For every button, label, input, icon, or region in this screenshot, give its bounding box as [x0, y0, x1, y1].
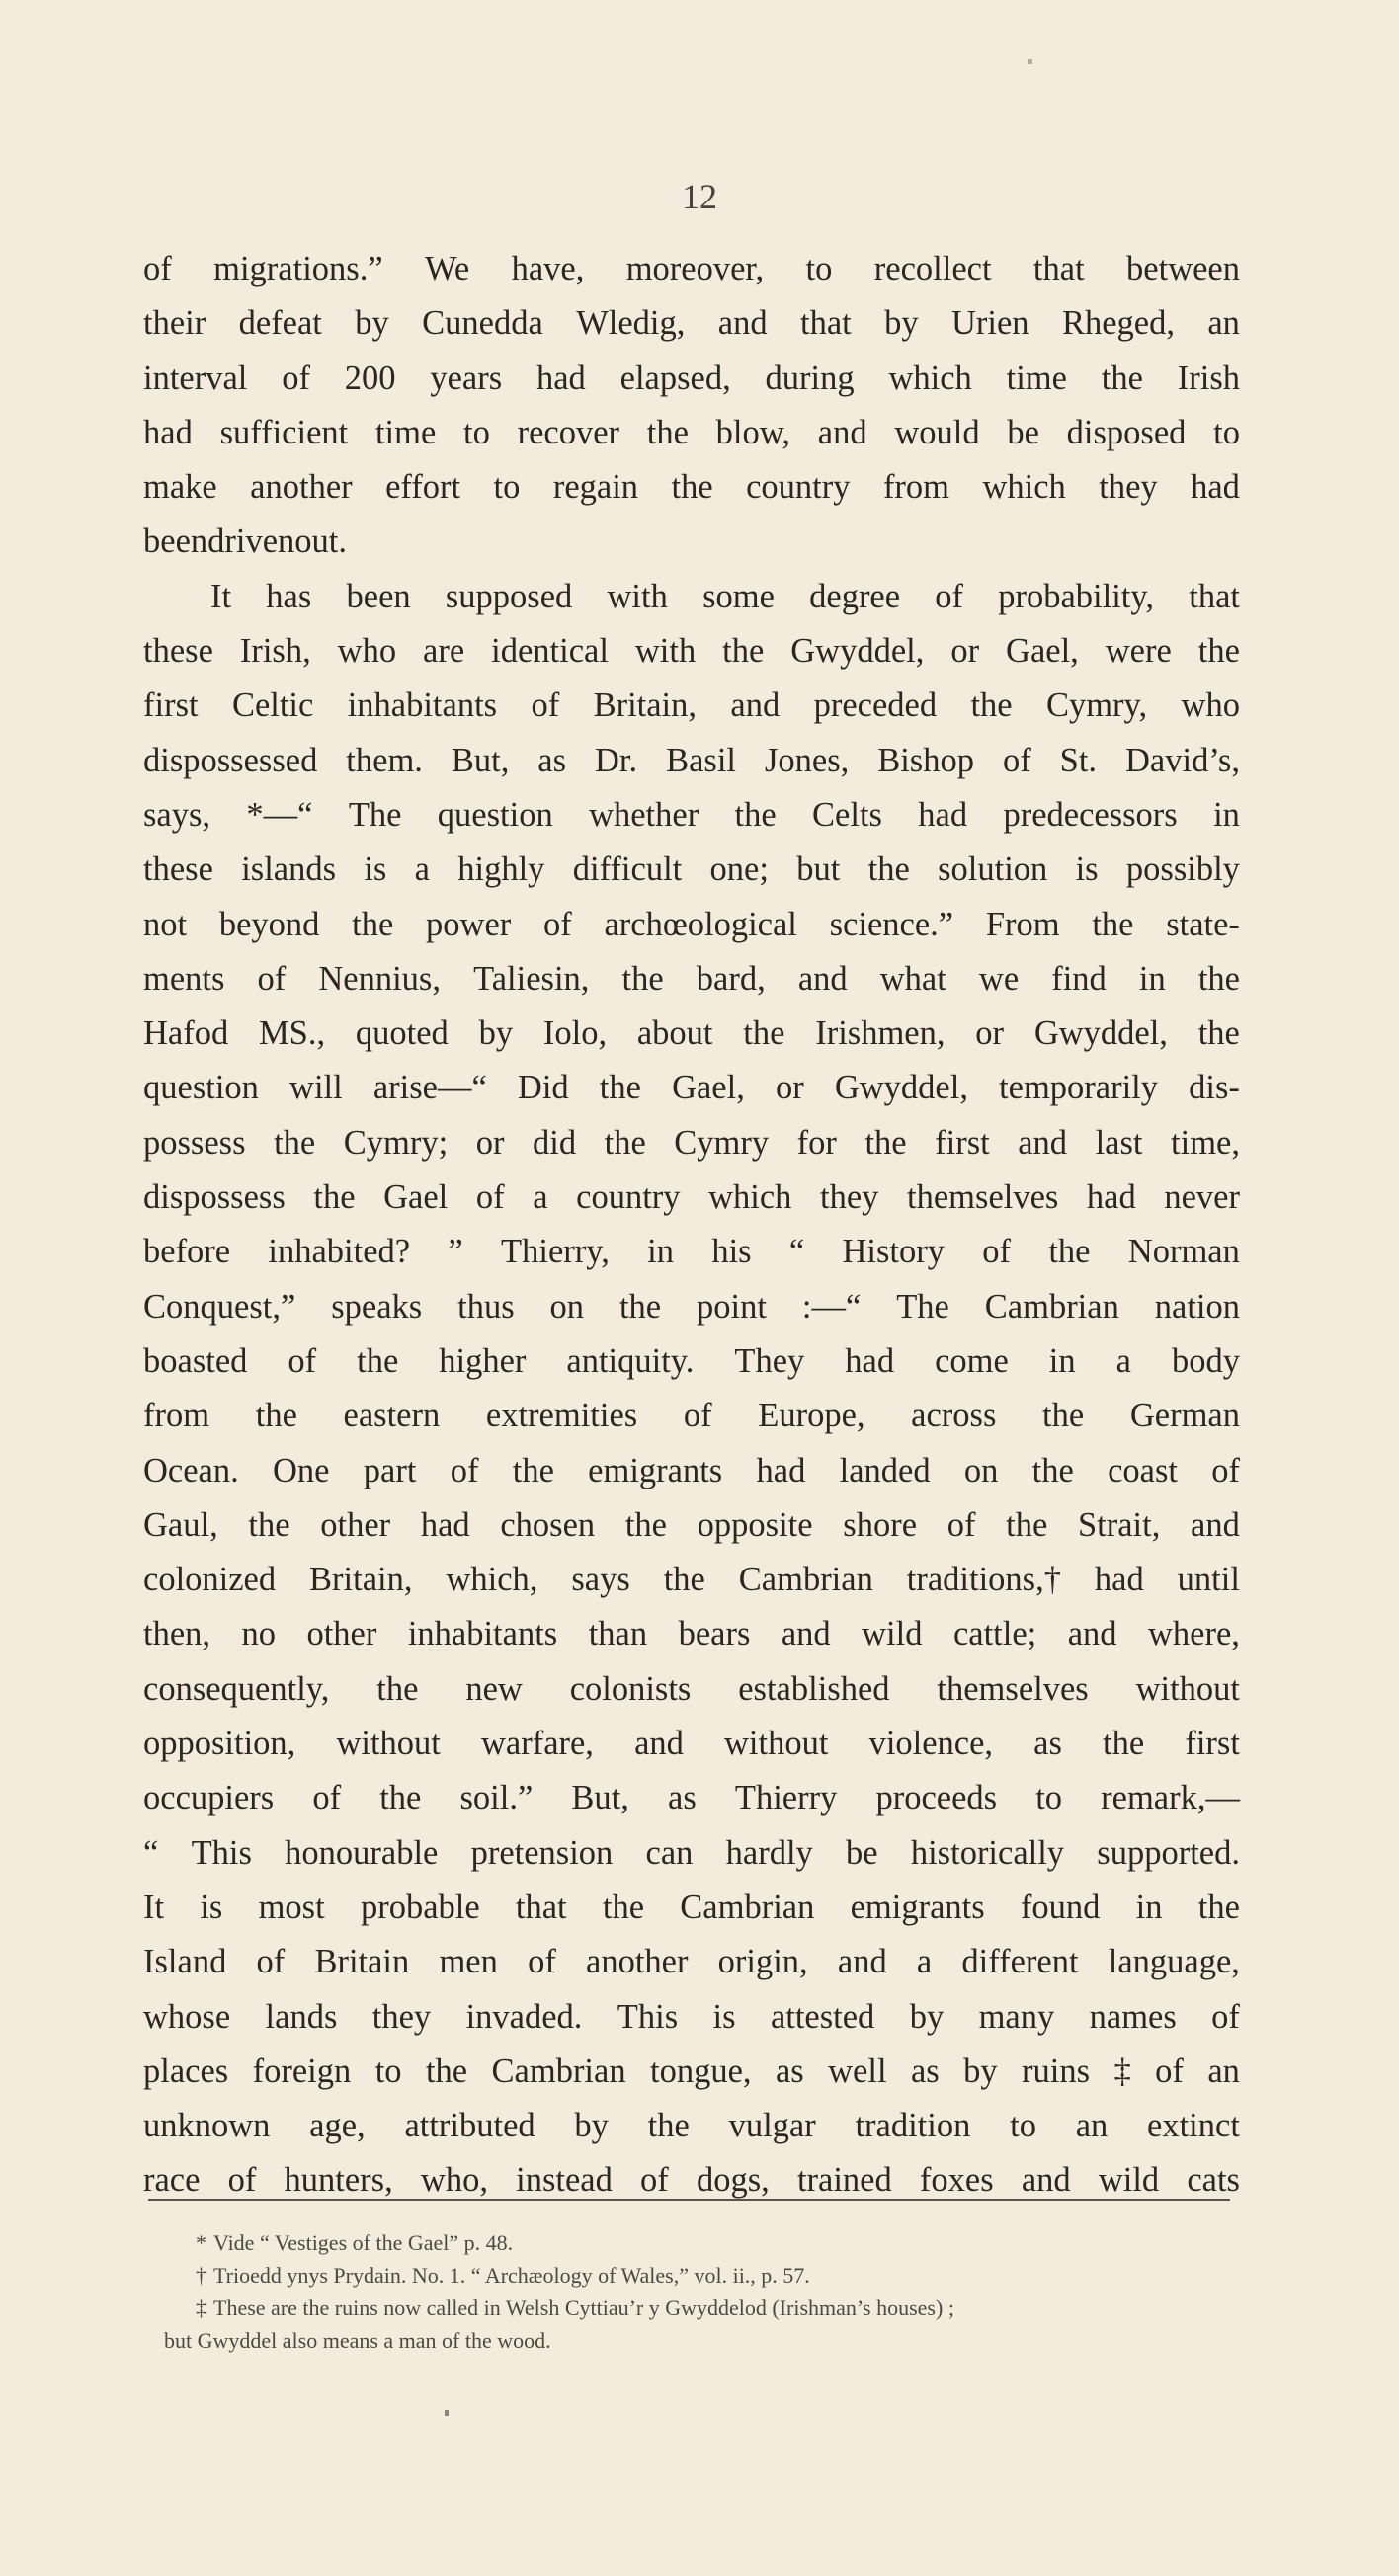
margin-speck — [1028, 59, 1032, 64]
text-line: dispossess the Gael of a country which they themselves had never — [143, 1178, 1240, 1217]
text-line: then, no other inhabitants than bears and wild cattle; and where, — [143, 1615, 1240, 1653]
footnote — [146, 2226, 1233, 2259]
footnote — [146, 2324, 1233, 2357]
text-line: before inhabited? ” Thierry, in his “ History of the Norman — [143, 1233, 1240, 1271]
text-line: It is most probable that the Cambrian emigrants found in the — [143, 1888, 1240, 1926]
footnote-text: These are the ruins now called in Welsh Cyttiau’r y Gwyddelod (Irishman’s houses) ; — [213, 2295, 954, 2320]
text-line: Ocean. One part of the emigrants had landed on the coast of — [143, 1451, 1240, 1489]
text-line: opposition, without warfare, and without violence, as the first — [143, 1725, 1240, 1763]
footnote — [146, 2292, 1233, 2324]
text-line: unknown age, attributed by the vulgar tradition to an extinct — [143, 2107, 1240, 2145]
text-line: occupiers of the soil.” But, as Thierry proceeds to remark,— — [143, 1779, 1240, 1817]
footnote-divider — [148, 2199, 1230, 2201]
footnote-mark: ‡ — [196, 2295, 206, 2320]
text-line: “ This honourable pretension can hardly be historically supported. — [143, 1833, 1240, 1872]
footnote — [146, 2259, 1233, 2292]
text-line: race of hunters, who, instead of dogs, trained foxes and wild cats — [143, 2161, 1240, 2200]
page-number: 12 — [682, 177, 717, 216]
footnote-mark: * — [196, 2230, 206, 2255]
text-line: of migrations.” We have, moreover, to recollect that between — [143, 250, 1240, 287]
text-line: colonized Britain, which, says the Cambrian traditions,† had until — [143, 1561, 1240, 1599]
text-line: consequently, the new colonists established themselves without — [143, 1669, 1240, 1708]
text-line: from the eastern extremities of Europe, across the German — [143, 1397, 1240, 1435]
text-line: first Celtic inhabitants of Britain, and preceded the Cymry, who — [143, 686, 1240, 725]
footnote-text: but Gwyddel also means a man of the wood. — [164, 2328, 551, 2353]
text-line: these Irish, who are identical with the Gwyddel, or Gael, were the — [143, 632, 1240, 671]
text-line: It has been supposed with some degree of probability, that — [210, 577, 1240, 615]
text-line: possess the Cymry; or did the Cymry for the first and last time, — [143, 1123, 1240, 1162]
footnotes-block — [146, 2226, 1233, 2357]
main-text-block — [143, 242, 1240, 2209]
text-line: interval of 200 years had elapsed, during which time the Irish — [143, 359, 1240, 397]
text-line: their defeat by Cunedda Wledig, and that by Urien Rheged, an — [143, 304, 1240, 343]
text-line: boasted of the higher antiquity. They had come in a body — [143, 1341, 1240, 1380]
footnote-text: Trioedd ynys Prydain. No. 1. “ Archæology of Wales,” vol. ii., p. 57. — [213, 2263, 810, 2288]
text-line: Island of Britain men of another origin, and a different language, — [143, 1943, 1240, 1981]
text-line: make another effort to regain the country from which they had — [143, 468, 1240, 507]
text-line: whose lands they invaded. This is attested by many names of — [143, 1997, 1240, 2036]
text-line: ments of Nennius, Taliesin, the bard, and what we find in the — [143, 959, 1240, 998]
text-line: Gaul, the other had chosen the opposite shore of the Strait, and — [143, 1505, 1240, 1544]
text-line: places foreign to the Cambrian tongue, as well as by ruins ‡ of an — [143, 2052, 1240, 2090]
text-line: dispossessed them. But, as Dr. Basil Jones, Bishop of St. David’s, — [143, 741, 1240, 779]
text-line: had sufficient time to recover the blow, and would be disposed to — [143, 413, 1240, 451]
footnote-mark: † — [196, 2263, 206, 2288]
text-line: Conquest,” speaks thus on the point :—“ The Cambrian nation — [143, 1287, 1240, 1326]
page-speck — [445, 2410, 449, 2416]
text-line: not beyond the power of archœological science.” From the state- — [143, 905, 1240, 943]
text-line: been driven out. — [143, 523, 347, 561]
text-line: question will arise—“ Did the Gael, or Gwyddel, temporarily dis- — [143, 1069, 1240, 1107]
text-line: Hafod MS., quoted by Iolo, about the Irishmen, or Gwyddel, the — [143, 1014, 1240, 1053]
text-line: says, *—“ The question whether the Celts had predecessors in — [143, 795, 1240, 834]
text-line: these islands is a highly difficult one; but the solution is possibly — [143, 850, 1240, 889]
footnote-text: Vide “ Vestiges of the Gael” p. 48. — [213, 2230, 514, 2255]
